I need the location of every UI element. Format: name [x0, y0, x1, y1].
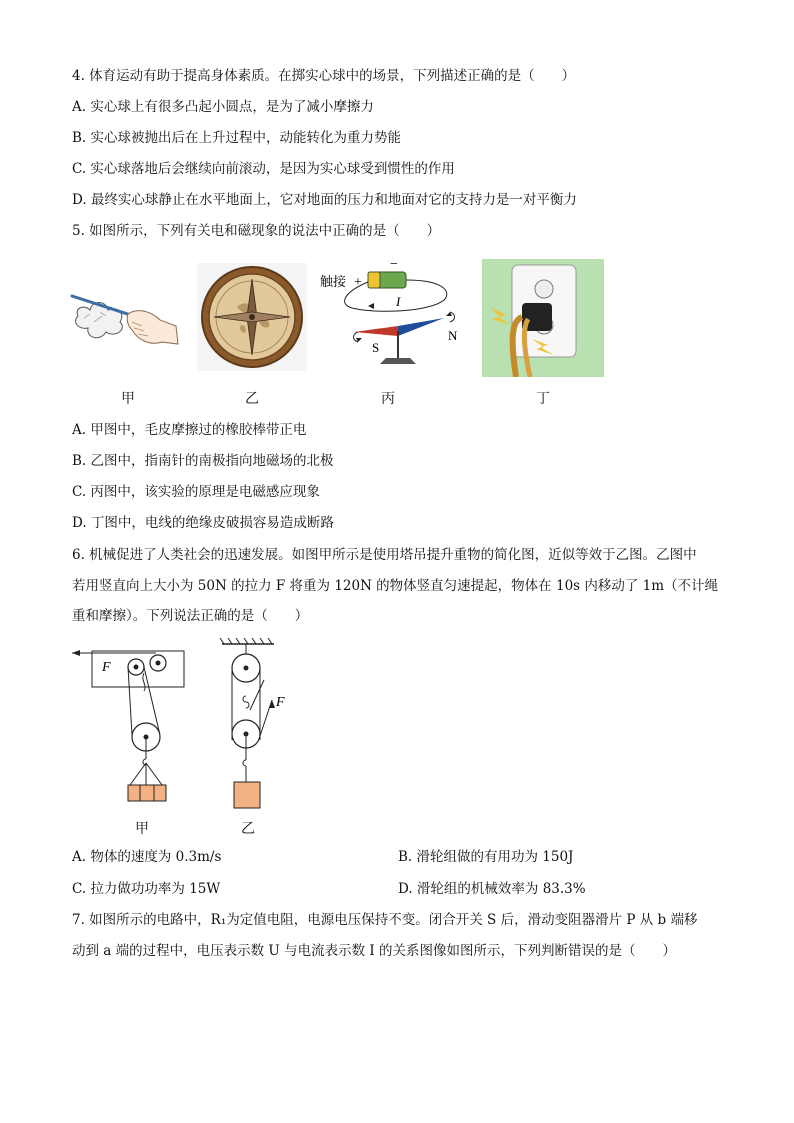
q6-option-c: C. 拉力做功功率为 15W [72, 881, 221, 897]
caption-ding-5: 丁 [536, 391, 550, 407]
touch-label: 触接 [320, 274, 347, 289]
current-label: I [396, 294, 401, 309]
q5-option-a: A. 甲图中，毛皮摩擦过的橡胶棒带正电 [72, 422, 307, 438]
q6-stem-line3: 重和摩擦）。下列说法正确的是（ ） [72, 608, 309, 624]
q7-stem-line1: 7. 如图所示的电路中，R₁为定值电阻，电源电压保持不变。闭合开关 S 后，滑动变阻器滑片 P 从 b 端移 [72, 912, 698, 928]
q6-stem-line1: 6. 机械促进了人类社会的迅速发展。如图甲所示是使用塔吊提升重物的简化图，近似等效于乙图。乙图中 [72, 547, 697, 563]
caption-yi-5: 乙 [245, 391, 259, 407]
q4-option-d: D. 最终实心球静止在水平地面上，它对地面的压力和地面对它的支持力是一对平衡力 [72, 192, 577, 208]
force-label-yi: F [276, 695, 285, 710]
caption-jia-5: 甲 [121, 391, 135, 407]
figure-damaged-plug [482, 259, 604, 377]
q7-stem-line2: 动到 a 端的过程中，电压表示数 U 与电流表示数 I 的关系图像如图所示，下列判断错误的是（ ） [72, 943, 677, 959]
figure-crane-pulley [70, 645, 190, 805]
plus-sign: + [354, 275, 362, 290]
q4-option-b: B. 实心球被抛出后在上升过程中，动能转化为重力势能 [72, 130, 402, 146]
minus-sign: − [390, 257, 398, 272]
caption-bing-5: 丙 [381, 391, 395, 407]
q6-stem-line2: 若用竖直向上大小为 50N 的拉力 F 将重为 120N 的物体竖直匀速提起，物体在 10s 内移动了 1m（不计绳 [72, 578, 719, 594]
q4-stem: 4. 体育运动有助于提高身体素质。在掷实心球中的场景，下列描述正确的是（ ） [72, 68, 576, 84]
figure-fur-rubbing-rod [70, 282, 182, 360]
q6-option-d: D. 滑轮组的机械效率为 83.3% [398, 881, 586, 897]
figure-compass [197, 263, 307, 371]
south-pole-label: S [372, 340, 380, 355]
q6-option-a: A. 物体的速度为 0.3m/s [72, 849, 222, 865]
q5-option-b: B. 乙图中，指南针的南极指向地磁场的北极 [72, 453, 334, 469]
figure-oersted-experiment [316, 256, 466, 374]
q5-stem: 5. 如图所示，下列有关电和磁现象的说法中正确的是（ ） [72, 223, 441, 239]
q6-option-b: B. 滑轮组做的有用功为 150J [398, 849, 574, 865]
q4-option-a: A. 实心球上有很多凸起小圆点，是为了减小摩擦力 [72, 99, 374, 115]
q5-option-d: D. 丁图中，电线的绝缘皮破损容易造成断路 [72, 515, 334, 531]
caption-jia-6: 甲 [135, 821, 149, 837]
force-label-jia: F [102, 660, 111, 675]
q4-option-c: C. 实心球落地后会继续向前滚动，是因为实心球受到惯性的作用 [72, 161, 455, 177]
north-pole-label: N [448, 328, 458, 343]
q5-option-c: C. 丙图中，该实验的原理是电磁感应现象 [72, 484, 320, 500]
caption-yi-6: 乙 [241, 821, 255, 837]
figure-pulley-block [214, 636, 294, 812]
